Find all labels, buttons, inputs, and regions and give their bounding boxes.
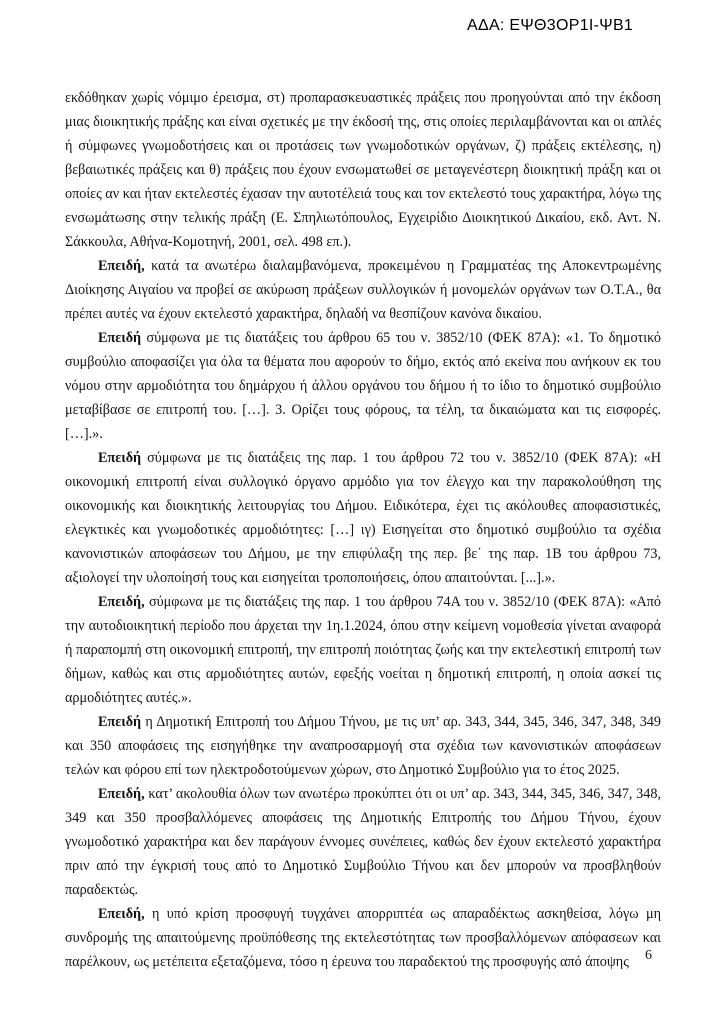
paragraph-lead: Επειδή — [98, 714, 142, 730]
page-number: 6 — [645, 948, 652, 963]
paragraph-text: κατά τα ανωτέρω διαλαμβανόμενα, προκειμένου η Γραμματέας της Αποκεντρωμένης Διοίκησης Αιγαίου να προβεί σε ακύρωση πράξεων συλλογικών ή μονομελών οργάνων των Ο.Τ.Α., θα πρέπει αυτές να έχουν εκτελεστό χαρακτήρα, δηλαδή να θεσπίζουν κανόνα δικαίου. — [65, 258, 661, 322]
body-paragraph — [65, 782, 661, 902]
body-paragraph — [65, 446, 661, 590]
paragraph-text: η υπό κρίση προσφυγή τυγχάνει απορριπτέα ως απαραδέκτως ασκηθείσα, λόγω μη συνδρομής της απαιτούμενης προϋπόθεσης της εκτελεστότητας των προσβαλλόμενων απόφασεων και παρέλκουν, ως μετέπειτα εξεταζόμενα, τόσο η έρευνα του παραδεκτού της προσφυγής από άποψης — [65, 906, 661, 970]
paragraph-lead: Επειδή, — [98, 258, 145, 274]
body-paragraph — [65, 326, 661, 446]
body-paragraph — [65, 710, 661, 782]
paragraph-lead: Επειδή, — [98, 786, 145, 802]
body-paragraph — [65, 590, 661, 710]
body-paragraph-continuation — [65, 86, 661, 254]
document-body — [65, 86, 661, 974]
paragraph-lead: Επειδή — [98, 330, 142, 346]
paragraph-text: σύμφωνα με τις διατάξεις του άρθρου 65 του ν. 3852/10 (ΦΕΚ 87Α): «1. Το δημοτικό συμβούλιο αποφασίζει για όλα τα θέματα που αφορούν το δήμο, εκτός από εκείνα που ανήκουν εκ του νόμου στην αρμοδιότητα του δημάρχου ή άλλου οργάνου του δήμου ή το ίδιο το δημοτικό συμβούλιο μεταβίβασε σε επιτροπή του. […]. 3. Ορίζει τους φόρους, τα τέλη, τα δικαιώματα και τις εισφορές. […].». — [65, 330, 661, 442]
paragraph-text: κατ’ ακολουθία όλων των ανωτέρω προκύπτει ότι οι υπ’ αρ. 343, 344, 345, 346, 347, 348, 349 και 350 προσβαλλόμενες αποφάσεις της Δημοτικής Επιτροπής του Δήμου Τήνου, έχουν γνωμοδοτικό χαρακτήρα και δεν παράγουν έννομες συνέπειες, καθώς δεν έχουν εκτελεστό χαρακτήρα πριν από την έγκρισή τους από το Δημοτικό Συμβούλιο Τήνου και δεν μπορούν να προσβληθούν παραδεκτώς. — [65, 786, 661, 898]
body-paragraph — [65, 254, 661, 326]
paragraph-lead: Επειδή — [98, 450, 142, 466]
body-paragraph — [65, 902, 661, 974]
paragraph-text: η Δημοτική Επιτροπή του Δήμου Τήνου, με τις υπ’ αρ. 343, 344, 345, 346, 347, 348, 349 και 350 αποφάσεις της εισηγήθηκε την αναπροσαρμογή στα σχέδια των κανονιστικών αποφάσεων τελών και φόρου επί των ηλεκτροδοτούμενων χώρων, στο Δημοτικό Συμβούλιο για το έτος 2025. — [65, 714, 661, 778]
paragraph-text: σύμφωνα με τις διατάξεις της παρ. 1 του άρθρου 72 του ν. 3852/10 (ΦΕΚ 87Α): «Η οικονομική επιτροπή είναι συλλογικό όργανο αρμόδιο για τον έλεγχο και την παρακολούθηση της οικονομικής και διοικητικής λειτουργίας του Δήμου. Ειδικότερα, έχει τις ακόλουθες αποφασιστικές, ελεγκτικές και γνωμοδοτικές αρμοδιότητες: […] ιγ) Εισηγείται στο δημοτικό συμβούλιο τα σχέδια κανονιστικών αποφάσεων του Δήμου, με την επιφύλαξη της περ. βε΄ της παρ. 1Β του άρθρου 73, αξιολογεί την υλοποίησή τους και εισηγείται τροποποιήσεις, όπου απαιτούνται. [...].». — [65, 450, 661, 586]
paragraph-lead: Επειδή, — [98, 594, 145, 610]
paragraph-text: εκδόθηκαν χωρίς νόμιμο έρεισμα, στ) προπαρασκευαστικές πράξεις που προηγούνται από την έκδοση μιας διοικητικής πράξης και είναι σχετικές με την έκδοσή της, στις οποίες περιλαμβάνονται και οι απλές ή σύμφωνες γνωμοδοτήσεις και οι προτάσεις των γνωμοδοτικών οργάνων, ζ) πράξεις εκτέλεσης, η) βεβαιωτικές πράξεις και θ) πράξεις που έχουν ενσωματωθεί σε μεταγενέστερη διοικητική πράξη και οι οποίες αν και ήταν εκτελεστές έχασαν την αυτοτέλειά τους και τον εκτελεστό τους χαρακτήρα, λόγω της ενσωμάτωσης στην τελικής πράξη (Ε. Σπηλιωτόπουλος, Εγχειρίδιο Διοικητικού Δικαίου, εκδ. Αντ. Ν. Σάκκουλα, Αθήνα-Κομοτηνή, 2001, σελ. 498 επ.). — [65, 90, 661, 250]
ada-code: ΑΔΑ: ΕΨΘ3ΟΡ1Ι-ΨΒ1 — [467, 17, 634, 34]
paragraph-text: σύμφωνα με τις διατάξεις της παρ. 1 του άρθρου 74Α του ν. 3852/10 (ΦΕΚ 87Α): «Από την αυτοδιοικητική περίοδο που άρχεται την 1η.1.2024, όπου στην κείμενη νομοθεσία γίνεται αναφορά ή παραπομπή στη οικονομική επιτροπή, την επιτροπή ποιότητας ζωής και την εκτελεστική επιτροπή των δήμων, καθώς και στις αρμοδιότητες αυτών, εφεξής νοείται η δημοτική επιτροπή, η οποία ασκεί τις αρμοδιότητες αυτές.». — [65, 594, 661, 706]
paragraph-lead: Επειδή, — [98, 906, 145, 922]
